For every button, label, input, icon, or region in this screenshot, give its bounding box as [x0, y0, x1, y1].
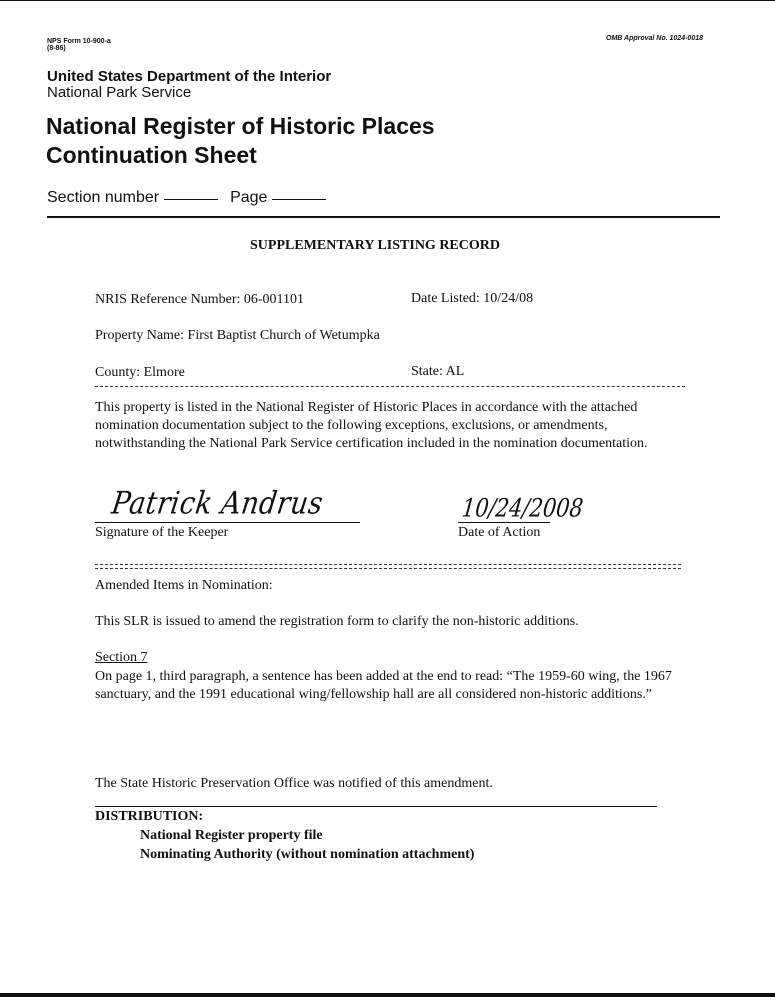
distribution-rule	[95, 806, 657, 807]
service-name: National Park Service	[47, 84, 192, 101]
listing-statement: This property is listed in the National Register of Historic Places in accordance with the attached nomination documentation subject to the following exceptions, exclusions, or amendments, notwithstanding the National Park Service certification included in the nomination documentation.	[95, 400, 648, 451]
signature-line	[95, 522, 360, 523]
form-number: NPS Form 10-900-a	[47, 38, 111, 45]
page-blank	[272, 199, 326, 200]
distribution-heading: DISTRIBUTION:	[95, 809, 204, 824]
top-edge-rule	[0, 0, 775, 1]
section-7-heading: Section 7	[95, 650, 148, 665]
header-rule	[47, 216, 720, 218]
title-line-2: Continuation Sheet	[46, 142, 257, 168]
dashed-divider	[95, 386, 685, 387]
distribution-item: National Register property file	[140, 828, 323, 843]
shpo-note: The State Historic Preservation Office was notified of this amendment.	[95, 776, 493, 791]
nris-reference: NRIS Reference Number: 06-001101	[95, 292, 305, 307]
page-title	[46, 112, 435, 170]
section-number-label: Section number	[47, 189, 160, 206]
section-page-line	[47, 189, 338, 207]
date-line	[458, 522, 550, 523]
date-listed: Date Listed: 10/24/08	[411, 291, 534, 306]
state: State: AL	[411, 364, 465, 379]
amended-items-heading: Amended Items in Nomination:	[95, 578, 273, 593]
department-name: United States Department of the Interior	[47, 68, 332, 85]
title-line-1: National Register of Historic Places	[46, 113, 435, 139]
double-divider	[95, 564, 681, 569]
page-label: Page	[230, 189, 268, 206]
signature-label: Signature of the Keeper	[95, 525, 229, 540]
omb-approval: OMB Approval No. 1024-0018	[606, 35, 703, 42]
amendment-purpose: This SLR is issued to amend the registration form to clarify the non-historic additions.	[95, 614, 579, 629]
date-of-action-label: Date of Action	[458, 525, 541, 540]
county: County: Elmore	[95, 365, 185, 380]
keeper-signature: Patrick Andrus	[109, 485, 326, 522]
section-number-blank	[164, 199, 218, 200]
amendment-detail: On page 1, third paragraph, a sentence has been added at the end to read: “The 1959-60 wing, the 1967 sanctuary, and the 1991 educational wing/fellowship hall are all considered non-historic additions.”	[95, 669, 672, 702]
action-date-handwritten: 10/24/2008	[460, 493, 585, 523]
record-heading: SUPPLEMENTARY LISTING RECORD	[250, 238, 500, 253]
form-date: (8-86)	[47, 45, 66, 52]
bottom-edge-rule	[0, 993, 775, 997]
distribution-item: Nominating Authority (without nomination attachment)	[140, 847, 475, 862]
property-name: Property Name: First Baptist Church of Wetumpka	[95, 328, 380, 343]
